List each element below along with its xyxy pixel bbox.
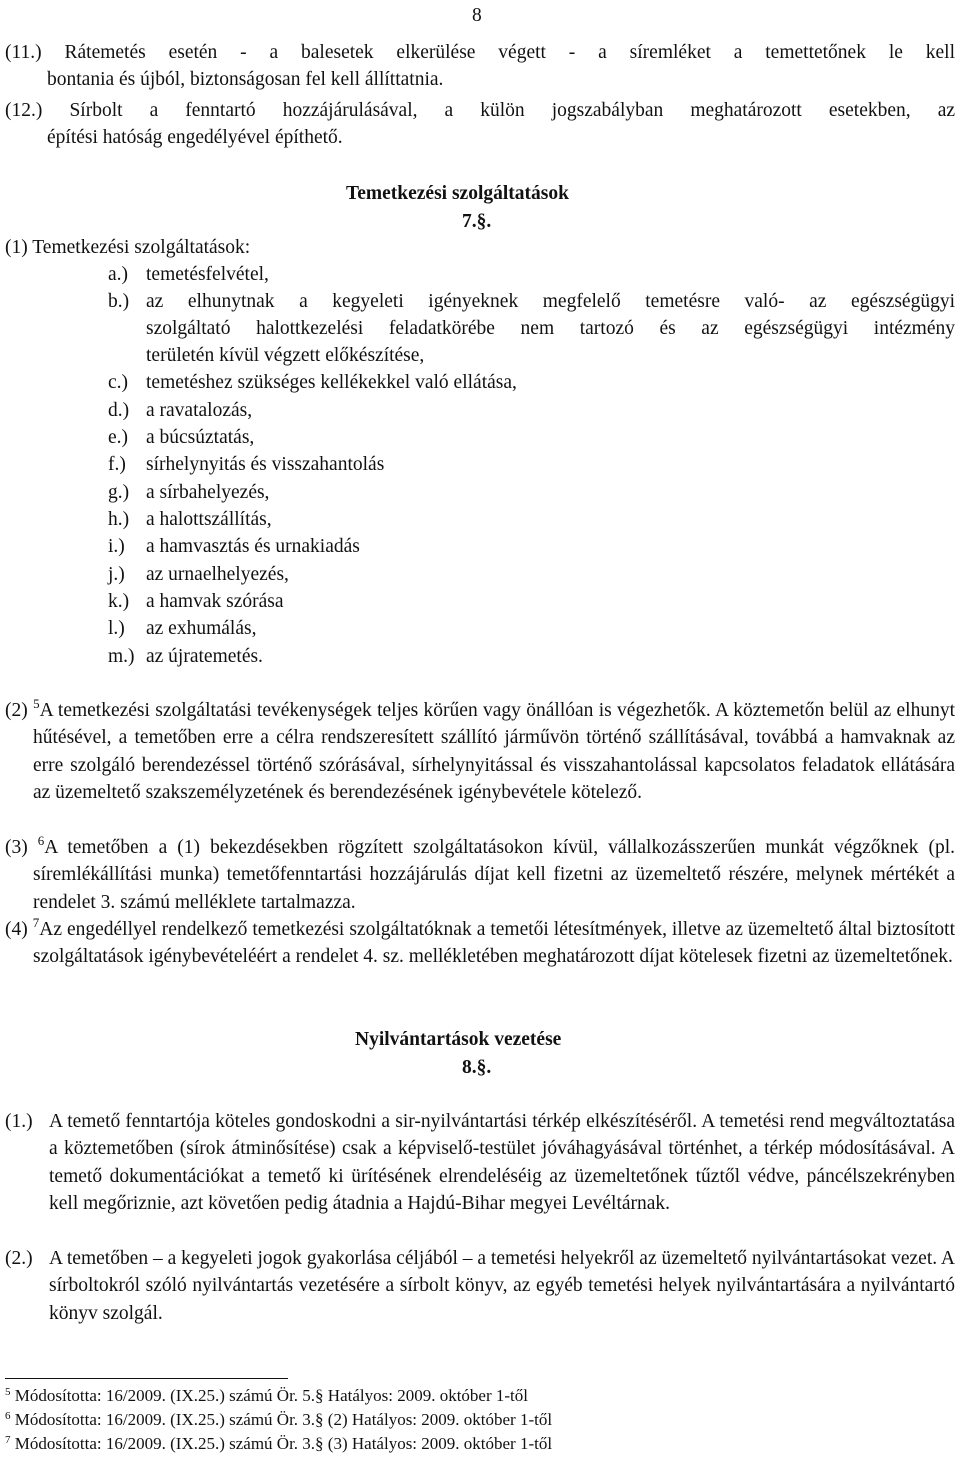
- section-7-paragraph-4: (4) $^7$Az engedéllyel rendelkező temetkezési szolgáltatóknak a temetői létesítmények, illetve az üzemeltető által biztosított szolgáltatások igénybevételéért a rendelet 4. sz. mellékletében meghatározott díjat kötelesek fizetni az üzemeltetőnek.: [5, 915, 955, 968]
- section-7-paragraph-3: (3) $^6$A temetőben a (1) bekezdésekben rögzített szolgáltatásokon kívül, vállalkozásszerűen munkát végzőknek (pl. síremlékállítási munka) temetőfenntartási hozzájárulás díjat kell fizetni az üzemeltető részére, melynek mértékét a rendelet 3. számú melléklete tartalmazza.: [5, 833, 956, 913]
- section-8-number: 8.§.: [462, 1057, 492, 1078]
- paragraph-11-label: (11.): [5, 42, 42, 63]
- list-item: d.) a ravatalozás,: [108, 400, 253, 421]
- list-item: g.) a sírbahelyezés,: [108, 482, 270, 503]
- paragraph-11-text-2: bontania és újból, biztonságosan fel kell állíttatnia.: [47, 69, 444, 90]
- paragraph-12-label: (12.): [5, 100, 43, 121]
- paragraph-11-text-1: Rátemetés esetén - a balesetek elkerülése végett - a síremléket a temettetőnek le kell: [64, 42, 955, 63]
- section-8-paragraph-2: (2.) A temetőben – a kegyeleti jogok gyakorlása céljából – a temetési helyekről az üzemeltető nyilvántartásokat vezet. A sírboltokról szóló nyilvántartás vezetésére a sírbolt könyv, az egyéb temetési helyek nyilvántartására a nyilvántartó könyv szolgál.: [5, 1248, 955, 1324]
- footnote: $^6$ Módosította: 16/2009. (IX.25.) számú Ör. 3.§ (2) Hatályos: 2009. október 1-től: [5, 1410, 553, 1429]
- footnote-ref: 5: [33, 696, 40, 711]
- footnote-ref: 7: [32, 915, 40, 930]
- list-item: c.) temetéshez szükséges kellékekkel való ellátása,: [108, 372, 517, 393]
- list-item: k.) a hamvak szórása: [108, 591, 284, 612]
- list-item-continuation: területén kívül végzett előkészítése,: [146, 345, 425, 366]
- footnote: $^7$ Módosította: 16/2009. (IX.25.) számú Ör. 3.§ (3) Hatályos: 2009. október 1-től: [5, 1434, 553, 1453]
- page-number: 8: [472, 5, 482, 26]
- list-item: a.) temetésfelvétel,: [108, 264, 269, 285]
- section-7-title: Temetkezési szolgáltatások: [346, 183, 569, 204]
- list-item: b.) az elhunytnak a kegyeleti igényeknek megfelelő temetésre való- az egészségügyi: [108, 291, 955, 312]
- paragraph-12-text-2: építési hatóság engedélyével építhető.: [47, 127, 343, 148]
- list-item: f.) sírhelynyitás és visszahantolás: [108, 454, 385, 475]
- list-item-continuation: szolgáltató halottkezelési feladatkörébe nem tartozó és az egészségügyi intézmény: [146, 318, 955, 339]
- list-item: h.) a halottszállítás,: [108, 509, 272, 530]
- paragraph-11-line1: [5, 39, 955, 66]
- section-8-title: Nyilvántartások vezetése: [355, 1029, 562, 1050]
- footnote: $^5$ Módosította: 16/2009. (IX.25.) számú Ör. 5.§ Hatályos: 2009. október 1-től: [5, 1386, 528, 1405]
- section-8-paragraph-1: (1.) A temető fenntartója köteles gondoskodni a sir-nyilvántartási térkép elkészítéséről. A temetési rend megváltoztatása a köztemetőben (sírok átminősítése) csak a képviselő-testület jóváhagyásával történhet, a térkép módosításával. A temető dokumentációkat a temető ki ürítésének elrendeléséig az üzemeltetőnek tűztől védve, páncélszekrényben kell megőriznie, azt követően pedig átadnia a Hajdú-Bihar megyei Levéltárnak.: [5, 1111, 955, 1214]
- list-item: e.) a búcsúztatás,: [108, 427, 255, 448]
- footnote-ref: 6: [37, 833, 45, 848]
- list-item: j.) az urnaelhelyezés,: [108, 564, 289, 585]
- section-7-paragraph-2: (2) $^5$A temetkezési szolgáltatási tevékenységek teljes körűen vagy önállóan is végezhetők. A köztemetőn belül az elhunyt hűtésével, a temetőben erre a célra rendszeresített szállító járművön történő szállításával, továbbá a hamvaknak az erre szolgáló berendezéssel történő szórásával, sírhelynyitással és visszahantolással kapcsolatos feladatok ellátására az üzemeltető szakszemélyzetének és berendezésének igénybevétele kötelező.: [5, 696, 956, 803]
- footnote-divider: [5, 1378, 288, 1379]
- list-item: m.) az újratemetés.: [108, 646, 263, 667]
- list-item: l.) az exhumálás,: [108, 618, 257, 639]
- paragraph-12-line1: [5, 97, 955, 124]
- section-7-p1-intro: (1) Temetkezési szolgáltatások:: [5, 237, 251, 258]
- paragraph-12-text-1: Sírbolt a fenntartó hozzájárulásával, a külön jogszabályban meghatározott esetekben, az: [69, 100, 956, 121]
- list-item: i.) a hamvasztás és urnakiadás: [108, 536, 360, 557]
- section-7-number: 7.§.: [462, 211, 492, 232]
